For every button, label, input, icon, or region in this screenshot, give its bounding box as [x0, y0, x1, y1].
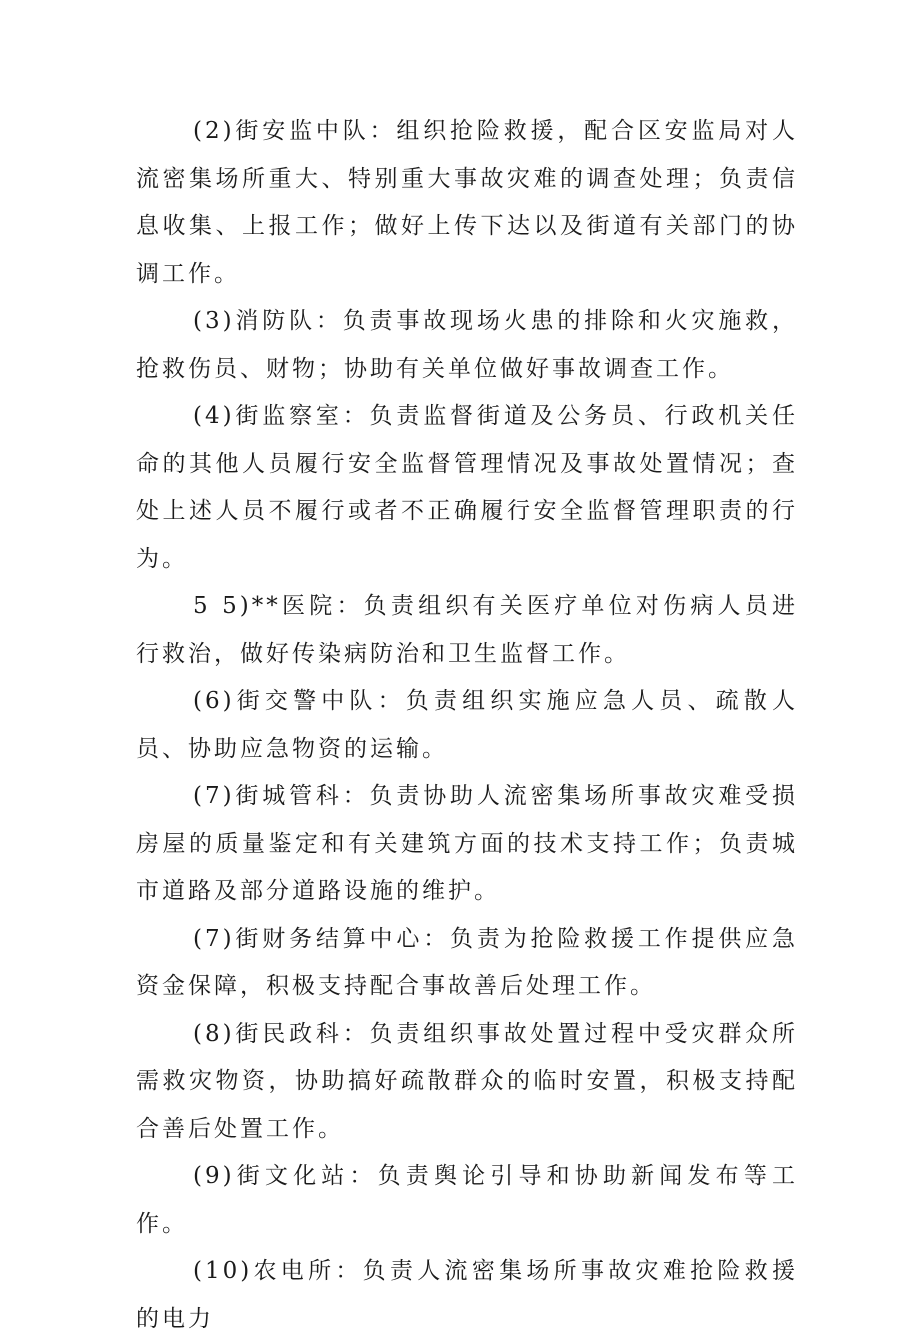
paragraph-power-station: (10)农电所：负责人流密集场所事故灾难抢险救援的电力	[136, 1258, 798, 1332]
paragraph-civil-affairs: (8)街民政科：负责组织事故处置过程中受灾群众所需救灾物资，协助搞好疏散群众的临时安置，积极支持配合善后处置工作。	[136, 1020, 798, 1142]
paragraph-culture-station: (9)街文化站：负责舆论引导和协助新闻发布等工作。	[136, 1163, 798, 1237]
paragraph-fire-brigade: (3)消防队：负责事故现场火患的排除和火灾施救，抢救伤员、财物；协助有关单位做好事故调查工作。	[136, 308, 798, 382]
paragraph-traffic-police: (6)街交警中队：负责组织实施应急人员、疏散人员、协助应急物资的运输。	[136, 688, 798, 762]
paragraph-supervision-office: (4)街监察室：负责监督街道及公务员、行政机关任命的其他人员履行安全监督管理情况及事故处置情况；查处上述人员不履行或者不正确履行安全监督管理职责的行为。	[136, 403, 798, 572]
paragraph-urban-management: (7)街城管科：负责协助人流密集场所事故灾难受损房屋的质量鉴定和有关建筑方面的技术支持工作；负责城市道路及部分道路设施的维护。	[136, 783, 798, 904]
document-body	[136, 108, 798, 1343]
paragraph-finance-center: (7)街财务结算中心：负责为抢险救援工作提供应急资金保障，积极支持配合事故善后处理工作。	[136, 925, 798, 999]
paragraph-street-safety-squad: (2)街安监中队：组织抢险救援，配合区安监局对人流密集场所重大、特别重大事故灾难的调查处理；负责信息收集、上报工作；做好上传下达以及街道有关部门的协调工作。	[136, 118, 798, 287]
paragraph-hospital: 5 5)**医院：负责组织有关医疗单位对伤病人员进行救治，做好传染病防治和卫生监督工作。	[136, 593, 798, 667]
